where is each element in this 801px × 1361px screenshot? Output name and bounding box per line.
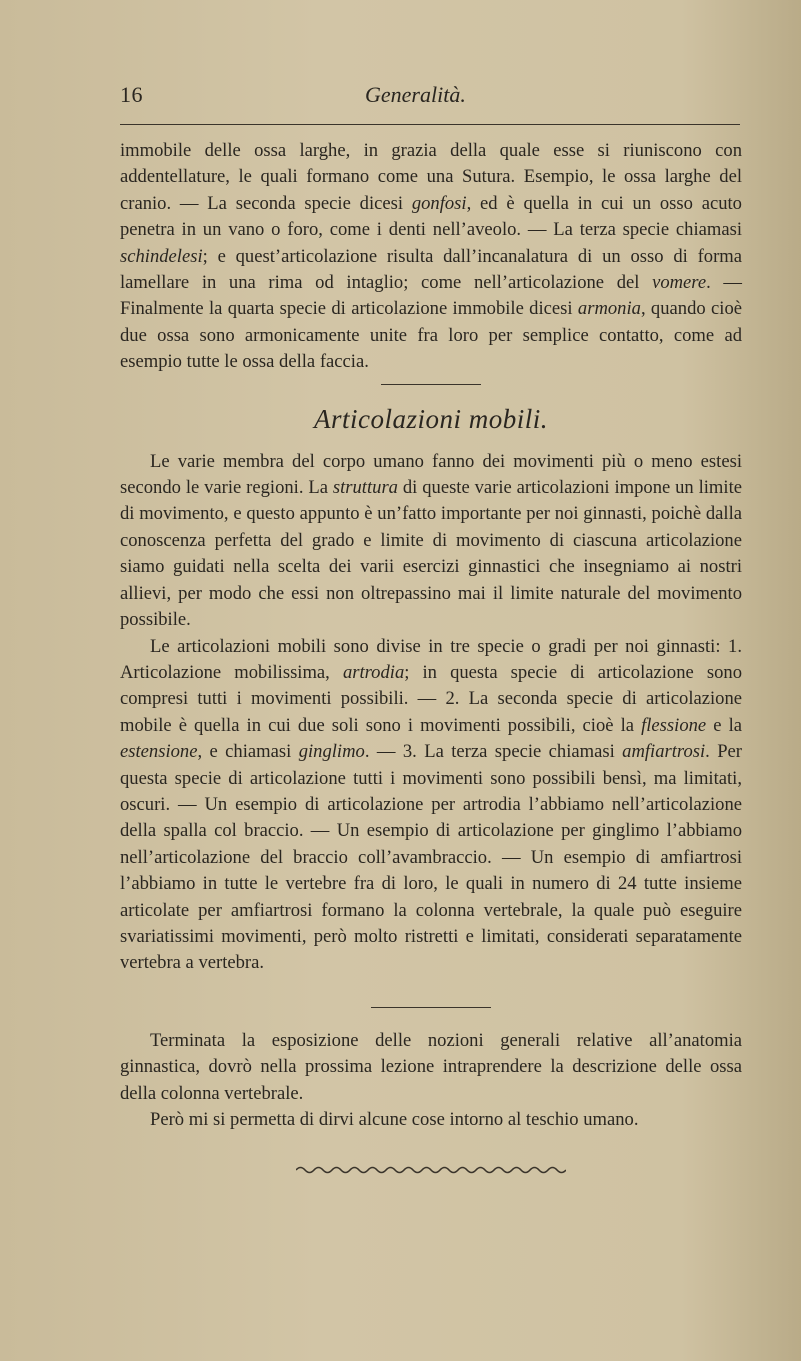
- term-ginglimo: ginglimo: [298, 741, 365, 763]
- wavy-ornament: [296, 1165, 566, 1175]
- term-amfiartrosi: amfiartrosi: [622, 741, 706, 763]
- term-artrodia: artrodia: [342, 661, 405, 683]
- term-estensione: estensione: [120, 741, 198, 763]
- page-header: [120, 82, 740, 112]
- section-divider: [381, 384, 481, 385]
- paragraph-immobile-joints: immobile delle ossa larghe, in grazia della quale esse si riuniscono con addentellature, le quali formano come una Sutura. Esempio, le ossa larghe del cranio. — La seconda specie dicesi gonfosi, ed è quella in cui un osso acuto penetra in un vano o foro, come i denti nell’aveolo. — La terza specie chiamasi schindelesi; e quest’articolazione risulta dall’incanalatura di un osso di forma lamellare in una rima od intaglio; come nell’articolazione del vomere. — Finalmente la quarta specie di articolazione immobile dicesi armonia, quando cioè due ossa sono armonicamente unite fra loro per semplice contatto, come ad esempio tutte le ossa della faccia.: [120, 140, 743, 373]
- closing-divider: [371, 1007, 491, 1008]
- term-armonia: armonia: [577, 298, 641, 320]
- term-schindelesi: schindelesi: [120, 245, 203, 267]
- body-text: [120, 138, 742, 1175]
- paragraph-conclusion: Terminata la esposizione delle nozioni generali relative all’anatomia ginnastica, dovrò nella prossima lezione intraprendere la descrizione delle ossa della colonna vertebrale.: [120, 1029, 742, 1104]
- running-head: Generalità.: [365, 82, 466, 107]
- paragraph-mobile-types: Le articolazioni mobili sono divise in tre specie o gradi per noi ginnasti: 1. Articolazione mobilissima, artrodia; in questa specie di articolazione sono compresi tutti i movimenti possibili. — 2. La seconda specie di articolazione mobile è quella in cui due soli sono i movimenti possibili, cioè la flessione e la estensione, e chiamasi ginglimo. — 3. La terza specie chiamasi amfiartrosi. Per questa specie di articolazione tutti i movimenti sono possibili bensì, ma limitati, oscuri. — Un esempio di articolazione per artrodia l’abbiamo nell’articolazione della spalla col braccio. — Un esempio di articolazione per ginglimo l’abbiamo nell’articolazione del braccio coll’avambraccio. — Un esempio di amfiartrosi l’abbiamo in tutte le vertebre fra di loro, le quali in numero di 24 tutte insieme articolate per amfiartrosi formano la colonna vertebrale, la quale può eseguire svariatissimi movimenti, però molto ristretti e limitati, considerati separatamente vertebra a vertebra.: [120, 635, 743, 974]
- term-gonfosi: gonfosi: [411, 192, 467, 214]
- paragraph-teschio: Però mi si permetta di dirvi alcune cose intorno al teschio umano.: [150, 1109, 639, 1130]
- term-struttura: struttura: [332, 477, 398, 499]
- paragraph-mobile-intro: Le varie membra del corpo umano fanno dei movimenti più o meno estesi secondo le varie regioni. La struttura di queste varie articolazioni impone un limite di movimento, e questo appunto è un’fatto importante per noi ginnasti, poichè dalla conoscenza perfetta del grado e limite di movimento di ciascuna articolazione siamo guidati nella scelta dei varii esercizi ginnastici che insegniamo ai nostri allievi, per modo che essi non oltrepassino mai il limite naturale del movimento possibile.: [120, 450, 742, 631]
- term-vomere: vomere: [652, 272, 707, 294]
- page-number: 16: [120, 82, 143, 107]
- section-title: Articolazioni mobili.: [313, 403, 548, 434]
- header-rule: [120, 124, 740, 125]
- term-flessione: flessione: [641, 714, 707, 736]
